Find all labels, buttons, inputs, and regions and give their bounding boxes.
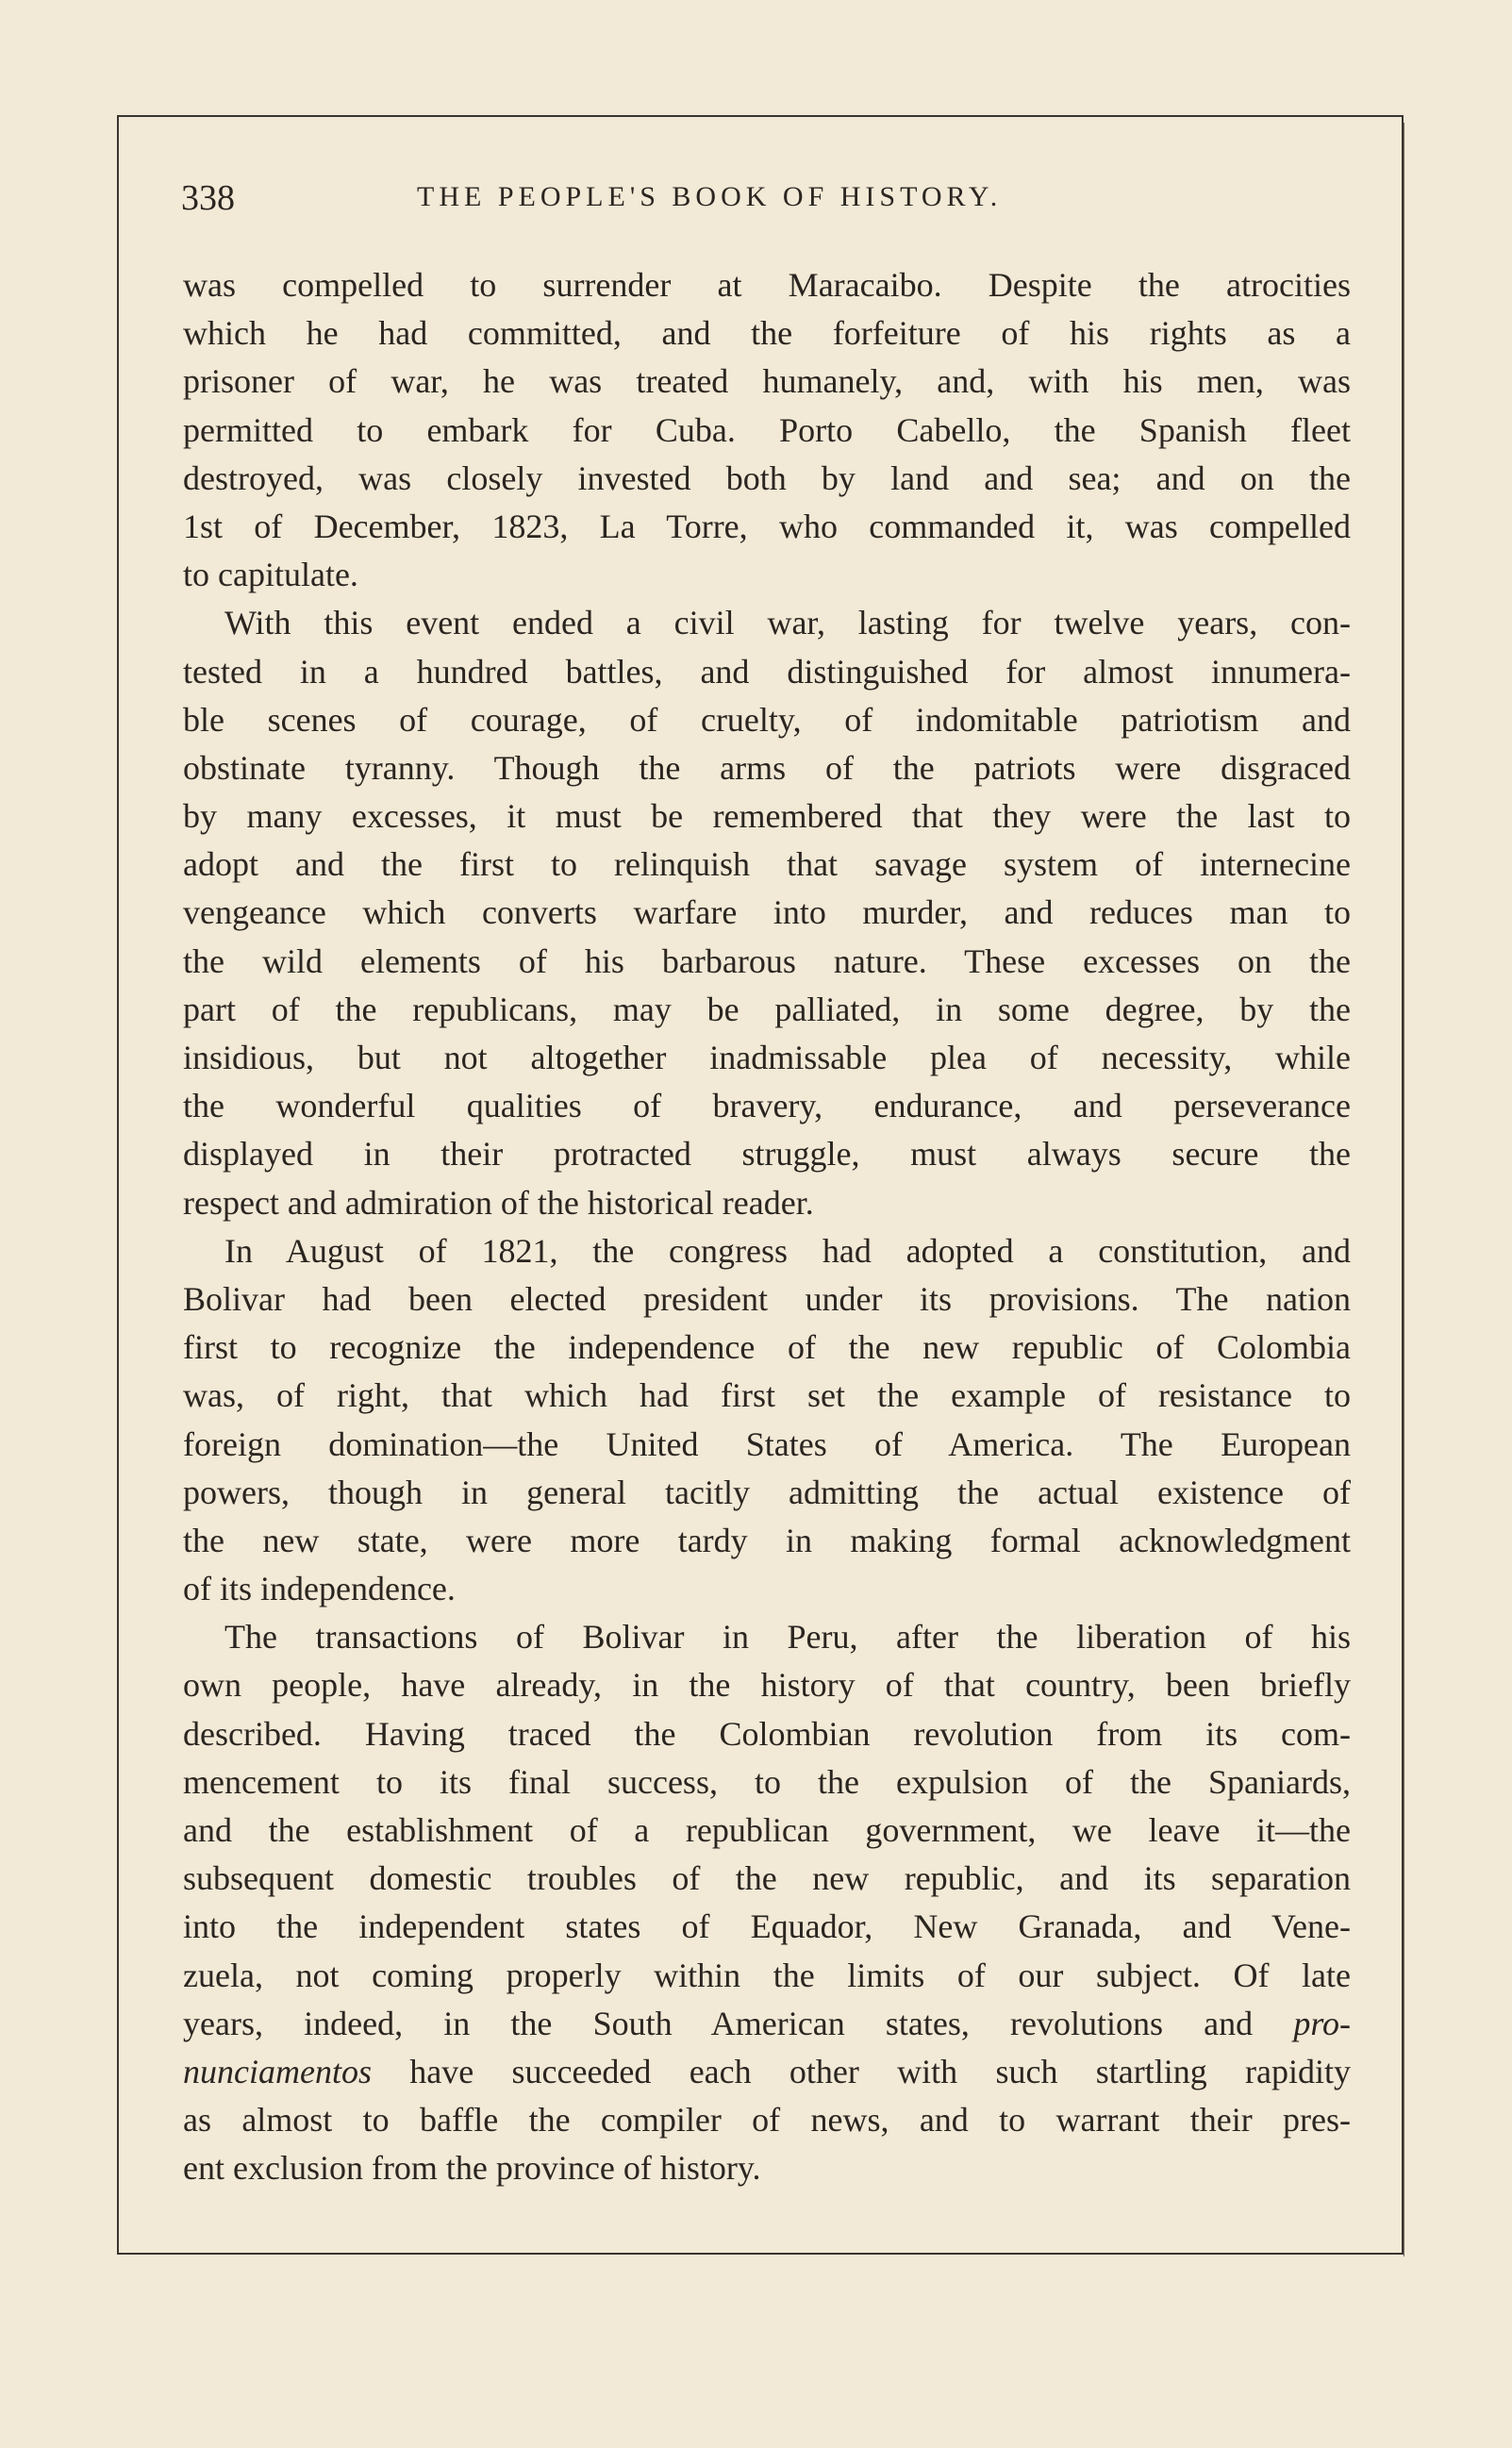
line-text: powers, though in general tacitly admitting the actual existence of: [183, 1473, 1351, 1511]
text-line: [183, 1661, 1351, 1709]
line-text: ble scenes of courage, of cruelty, of indomitable patriotism and: [183, 700, 1351, 739]
text-line: [183, 1613, 1351, 1661]
line-text: obstinate tyranny. Though the arms of the patriots were disgraced: [183, 748, 1351, 787]
text-line: [183, 1903, 1351, 1951]
text-line: [183, 1275, 1351, 1324]
line-text: part of the republicans, may be palliated, in some degree, by the: [183, 990, 1351, 1028]
italic-text: nunciamentos: [183, 2052, 372, 2090]
text-line: [183, 503, 1351, 551]
text-line: [183, 889, 1351, 937]
text-line: [183, 309, 1351, 358]
text-line: [183, 1807, 1351, 1855]
text-line: [183, 1130, 1351, 1178]
text-line: [183, 2000, 1351, 2048]
text-line: [183, 1758, 1351, 1807]
italic-text: pro-: [1293, 2004, 1351, 2042]
line-text: by many excesses, it must be remembered that they were the last to: [183, 797, 1351, 836]
line-text: ent exclusion from the province of history.: [183, 2149, 761, 2188]
line-text: mencement to its final success, to the expulsion of the Spaniards,: [183, 1762, 1351, 1801]
text-line: [183, 938, 1351, 986]
text-line: [183, 1517, 1351, 1565]
line-text: displayed in their protracted struggle, must always secure the: [183, 1135, 1351, 1174]
line-text: own people, have already, in the history of that country, been briefly: [183, 1666, 1351, 1705]
line-text: to capitulate.: [183, 556, 358, 594]
text-line: [183, 1710, 1351, 1758]
text-line: [183, 648, 1351, 696]
text-line: [183, 744, 1351, 792]
line-text: the wild elements of his barbarous nature. These excesses on the: [183, 941, 1351, 980]
line-text: was, of right, that which had first set the example of resistance to: [183, 1376, 1351, 1415]
line-text: respect and admiration of the historical reader.: [183, 1183, 814, 1222]
line-text: have succeeded each other with such startling rapidity: [371, 2052, 1351, 2090]
line-text: into the independent states of Equador, New Granada, and Vene-: [183, 1907, 1351, 1946]
line-text: the new state, were more tardy in making formal acknowledgment: [183, 1521, 1351, 1559]
line-text: as almost to baffle the compiler of news, and to warrant their pres-: [183, 2101, 1351, 2140]
line-text: 1st of December, 1823, La Torre, who commanded it, was compelled: [183, 507, 1351, 545]
text-line: [183, 1469, 1351, 1517]
text-line: [183, 1082, 1351, 1130]
text-line: [183, 792, 1351, 841]
text-line: [183, 2144, 1351, 2192]
text-line: [183, 1421, 1351, 1469]
line-text: first to recognize the independence of the new republic of Colombia: [183, 1328, 1351, 1367]
line-text: With this event ended a civil war, lasting for twelve years, con-: [224, 604, 1351, 642]
running-title: THE PEOPLE'S BOOK OF HISTORY.: [417, 181, 1003, 212]
text-line: [183, 551, 1351, 599]
body-text: [183, 261, 1351, 2193]
text-line: [183, 358, 1351, 406]
text-line: [183, 986, 1351, 1034]
text-line: [183, 1179, 1351, 1227]
line-text: which he had committed, and the forfeiture of his rights as a: [183, 314, 1351, 353]
text-line: [183, 407, 1351, 455]
line-text: vengeance which converts warfare into murder, and reduces man to: [183, 893, 1351, 932]
text-line: [183, 2048, 1351, 2096]
text-line: [183, 1227, 1351, 1275]
line-text: In August of 1821, the congress had adopted a constitution, and: [224, 1231, 1351, 1270]
text-line: [183, 696, 1351, 744]
line-text: tested in a hundred battles, and distinguished for almost innumera-: [183, 652, 1351, 691]
text-line: [183, 1565, 1351, 1613]
text-line: [183, 455, 1351, 503]
text-line: [183, 1324, 1351, 1372]
line-text: and the establishment of a republican government, we leave it—the: [183, 1811, 1351, 1849]
text-line: [183, 599, 1351, 647]
line-text: adopt and the first to relinquish that savage system of internecine: [183, 845, 1351, 884]
line-text: The transactions of Bolivar in Peru, after the liberation of his: [224, 1618, 1351, 1657]
text-line: [183, 261, 1351, 309]
line-text: years, indeed, in the South American states, revolutions and: [183, 2004, 1294, 2042]
line-text: subsequent domestic troubles of the new republic, and its separation: [183, 1859, 1351, 1898]
text-line: [183, 1952, 1351, 2000]
line-text: Bolivar had been elected president under its provisions. The nation: [183, 1279, 1351, 1318]
line-text: described. Having traced the Colombian revolution from its com-: [183, 1714, 1351, 1753]
line-text: zuela, not coming properly within the limits of our subject. Of late: [183, 1956, 1351, 1994]
line-text: destroyed, was closely invested both by land and sea; and on the: [183, 458, 1351, 497]
page-number: 338: [181, 178, 235, 218]
line-text: prisoner of war, he was treated humanely, and, with his men, was: [183, 362, 1351, 401]
line-text: the wonderful qualities of bravery, endurance, and perseverance: [183, 1087, 1351, 1125]
text-line: [183, 2096, 1351, 2144]
line-text: insidious, but not altogether inadmissable plea of necessity, while: [183, 1039, 1351, 1076]
line-text: foreign domination—the United States of America. The European: [183, 1424, 1351, 1463]
page-header: [181, 177, 1351, 225]
line-text: of its independence.: [183, 1570, 456, 1608]
text-line: [183, 841, 1351, 889]
text-line: [183, 1034, 1351, 1082]
text-line: [183, 1855, 1351, 1903]
line-text: permitted to embark for Cuba. Porto Cabello, the Spanish fleet: [183, 410, 1351, 449]
line-text: was compelled to surrender at Maracaibo. Despite the atrocities: [183, 266, 1351, 304]
text-line: [183, 1372, 1351, 1420]
